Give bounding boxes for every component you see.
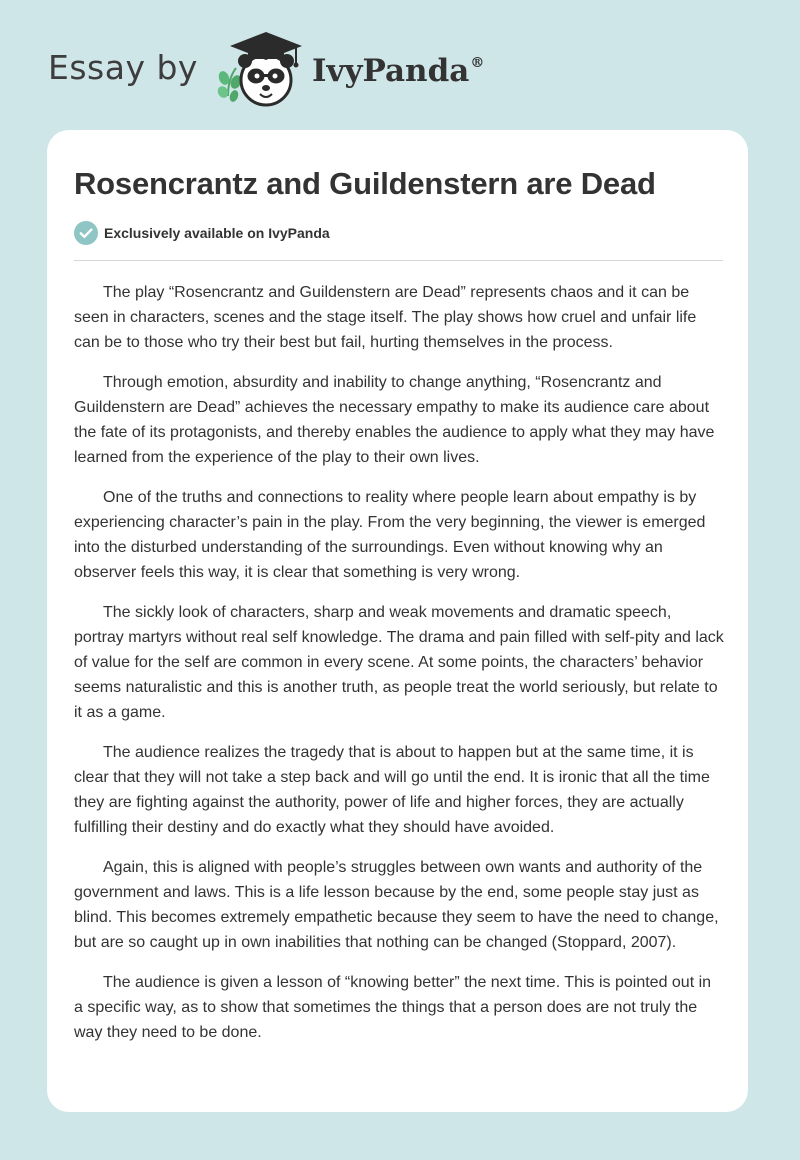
brand-header — [48, 30, 484, 110]
essay-paragraph: The audience is given a lesson of “knowing better” the next time. This is pointed out in a specific way, as to show that sometimes the things that a person does are not truly the way they need to be done. — [74, 974, 712, 1041]
essay-title: Rosencrantz and Guildenstern are Dead — [74, 166, 656, 201]
essay-paragraph: Again, this is aligned with people’s struggles between own wants and authority of the government and laws. This is a life lesson because by the end, some people stay just as blind. This becomes extremely empathetic because they seem to have the need to change, but are so caught up in own inabilities that nothing can be changed (Stoppard, 2007). — [74, 859, 719, 951]
title-divider — [74, 260, 723, 261]
brand-name[interactable]: IvyPanda® — [311, 53, 485, 89]
essay-body — [74, 280, 724, 1060]
brand-prefix: Essay by — [48, 47, 198, 87]
check-circle-icon — [74, 221, 98, 245]
essay-paragraph: The sickly look of characters, sharp and weak movements and dramatic speech, portray martyrs without real self knowledge. The drama and pain filled with self-pity and lack of value for the self are common in every scene. At some points, the characters’ behavior seems naturalistic and this is another truth, as people treat the world seriously, but relate to it as a game. — [74, 604, 724, 721]
essay-paragraph: One of the truths and connections to reality where people learn about empathy is by experiencing character’s pain in the play. From the very beginning, the viewer is emerged into the disturbed understanding of the surroundings. Even without knowing why an observer feels this way, it is clear that something is very wrong. — [74, 489, 706, 581]
exclusive-badge-text: Exclusively available on IvyPanda — [104, 225, 330, 241]
essay-paragraph: The play “Rosencrantz and Guildenstern are Dead” represents chaos and it can be seen in characters, scenes and the stage itself. The play shows how cruel and unfair life can be to those who try their best but fail, hurting themselves in the process. — [74, 284, 697, 351]
essay-card — [47, 130, 748, 1112]
panda-logo-icon[interactable] — [214, 30, 306, 110]
essay-paragraph: The audience realizes the tragedy that is about to happen but at the same time, it is clear that they will not take a step back and will go until the end. It is ironic that all the time they are fighting against the authority, power of life and higher forces, they are actually fulfilling their destiny and do exactly what they should have avoided. — [74, 744, 710, 836]
registered-mark: ® — [470, 55, 485, 71]
exclusive-badge — [74, 221, 330, 245]
essay-paragraph: Through emotion, absurdity and inability to change anything, “Rosencrantz and Guildenstern are Dead” achieves the necessary empathy to make its audience care about the fate of its protagonists, and thereby enables the audience to apply what they may have learned from the experience of the play to their own lives. — [74, 374, 715, 466]
